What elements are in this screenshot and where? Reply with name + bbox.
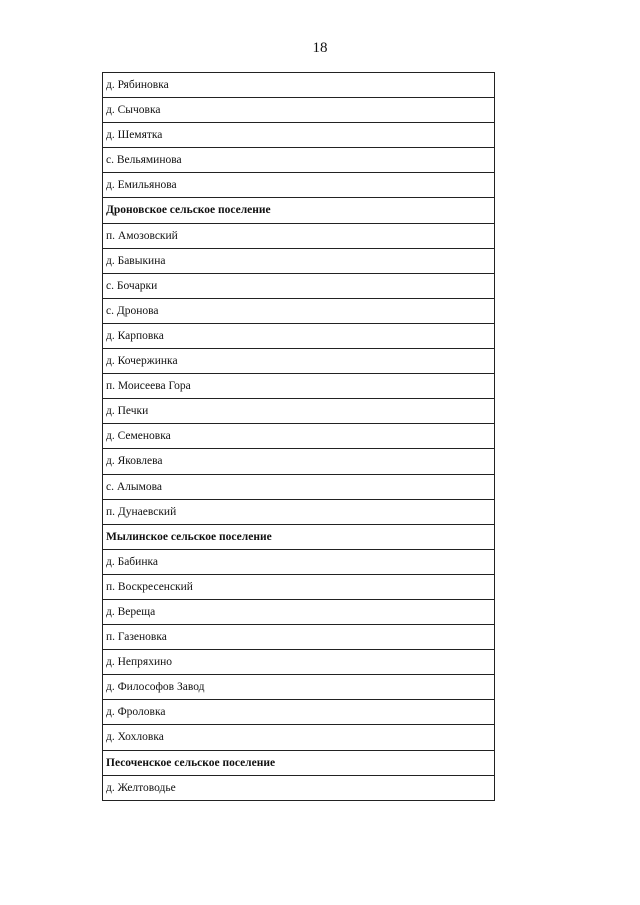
table-row: д. Фроловка (103, 700, 494, 725)
table-row: д. Яковлева (103, 449, 494, 474)
table-row: д. Непряхино (103, 650, 494, 675)
table-row: с. Алымова (103, 475, 494, 500)
settlements-table (102, 72, 495, 801)
table-row: д. Философов Завод (103, 675, 494, 700)
table-row: д. Кочержинка (103, 349, 494, 374)
table-row: д. Сычовка (103, 98, 494, 123)
table-row: с. Бочарки (103, 274, 494, 299)
table-row: д. Шемятка (103, 123, 494, 148)
table-row: п. Амозовский (103, 224, 494, 249)
table-row: д. Печки (103, 399, 494, 424)
table-row: д. Семеновка (103, 424, 494, 449)
table-row: с. Дронова (103, 299, 494, 324)
section-header-row: Дроновское сельское поселение (103, 198, 494, 223)
section-header-row: Песоченское сельское поселение (103, 751, 494, 776)
table-row: д. Емильянова (103, 173, 494, 198)
page-number: 18 (312, 40, 328, 56)
table-row: д. Рябиновка (103, 73, 494, 98)
table-row: п. Дунаевский (103, 500, 494, 525)
table-row: д. Бабинка (103, 550, 494, 575)
table-row: д. Бавыкина (103, 249, 494, 274)
table-row: д. Хохловка (103, 725, 494, 750)
table-row: д. Верещa (103, 600, 494, 625)
table-row: д. Карповка (103, 324, 494, 349)
table-row: п. Газеновка (103, 625, 494, 650)
table-row: п. Воскресенский (103, 575, 494, 600)
table-row: д. Желтоводье (103, 776, 494, 801)
table-row: п. Моисеева Гора (103, 374, 494, 399)
table-row: с. Вельяминова (103, 148, 494, 173)
section-header-row: Мылинское сельское поселение (103, 525, 494, 550)
